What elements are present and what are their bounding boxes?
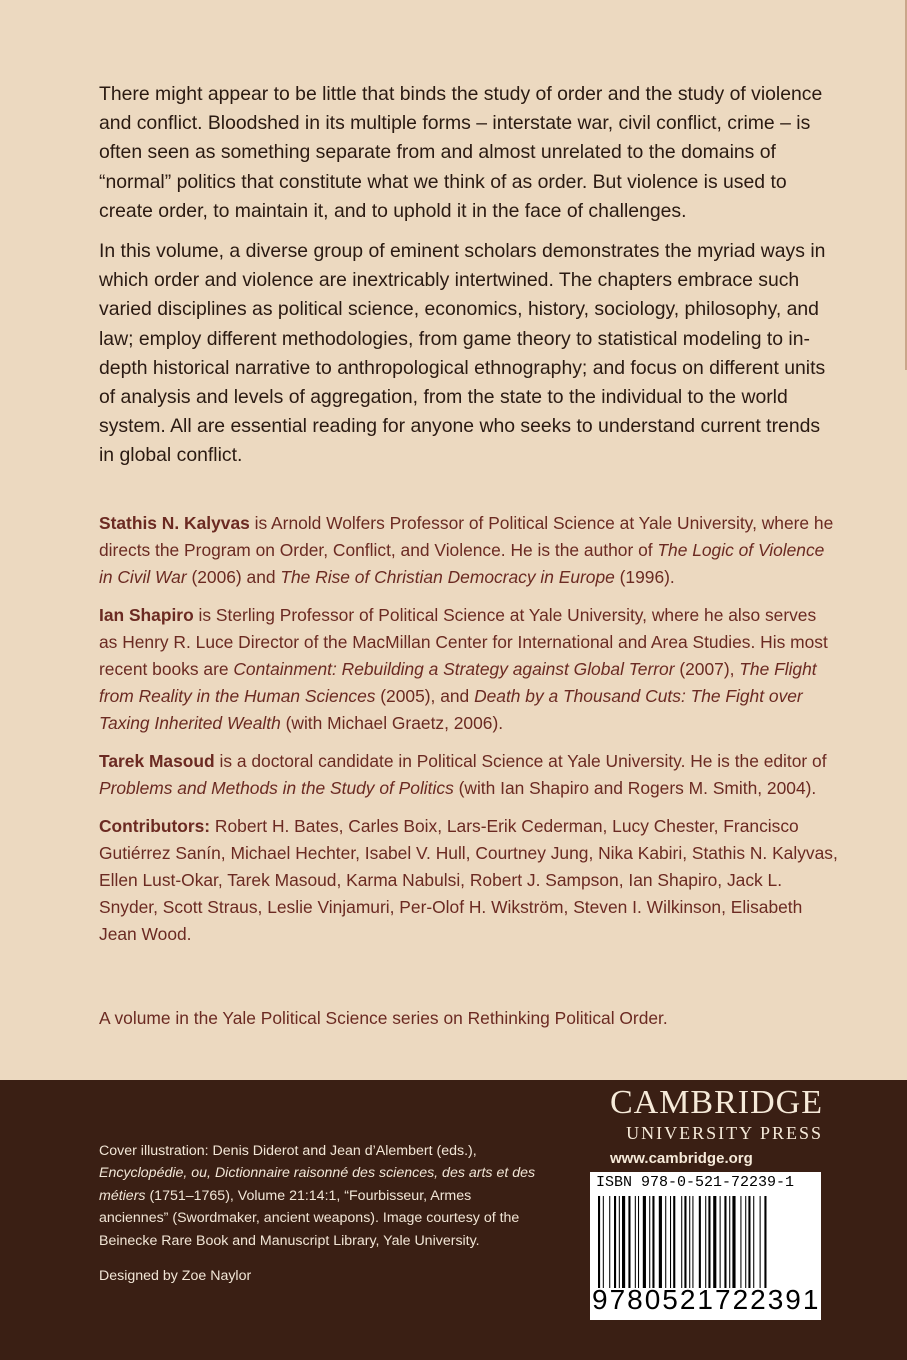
barcode-bar xyxy=(720,1196,721,1288)
barcode-bar xyxy=(681,1196,682,1288)
barcode-bar xyxy=(760,1196,761,1288)
bio-name: Stathis N. Kalyvas xyxy=(99,513,250,533)
barcode-bar xyxy=(708,1196,710,1288)
isbn-text: ISBN 978-0-521-72239-1 xyxy=(596,1174,795,1191)
bio-text: is Sterling Professor of Political Science at Yale University, where he also serves as Henry R. Luce Director of the MacMillan Center for International and Area Studies. His most recent books are xyxy=(99,605,828,679)
contributors xyxy=(99,813,839,948)
back-cover-footer xyxy=(0,1080,907,1360)
book-title: Problems and Methods in the Study of Politics xyxy=(99,778,454,798)
isbn-barcode xyxy=(590,1172,821,1320)
barcode-bar xyxy=(622,1196,625,1288)
blurb-paragraph-2: In this volume, a diverse group of eminent scholars demonstrates the myriad ways in which order and violence are inextricably intertwined. The chapters embrace such varied disciplines as political science, economics, history, sociology, philosophy, and law; employ different methodologies, from game theory to statistical modeling to in-depth historical narrative to anthropological ethnography; and focus on different units of analysis and levels of aggregation, from the state to the individual to the world system. All are essential reading for anyone who seeks to understand current trends in global conflict. xyxy=(99,240,826,467)
barcode-bar xyxy=(598,1196,600,1288)
bio-text: (with Ian Shapiro and Rogers M. Smith, 2004). xyxy=(453,778,817,798)
book-title: The Rise of Christian Democracy in Europe xyxy=(280,567,615,587)
barcode-bar xyxy=(684,1196,686,1288)
publisher-url[interactable]: www.cambridge.org xyxy=(609,1150,753,1167)
contributors-label: Contributors: xyxy=(99,816,211,836)
bio-kalyvas xyxy=(99,510,839,591)
series-note: A volume in the Yale Political Science series on Rethinking Political Order. xyxy=(99,1008,668,1028)
publisher-name: CAMBRIDGE xyxy=(609,1084,823,1121)
publisher-logo xyxy=(610,1084,823,1167)
credit-text: Cover illustration: Denis Diderot and Jean d’Alembert (eds.), xyxy=(99,1143,477,1159)
barcode-bar xyxy=(628,1196,630,1288)
barcode-bar xyxy=(635,1196,636,1288)
book-title: Containment: Rebuilding a Strategy against Global Terror xyxy=(233,659,675,679)
barcode-bar xyxy=(603,1196,604,1288)
barcode-bar xyxy=(665,1196,666,1288)
book-title: The Logic of Violence in Civil War xyxy=(99,540,825,587)
bio-text: (1996). xyxy=(614,567,675,587)
blurb-paragraph-1: There might appear to be little that binds the study of order and the study of violence and conflict. Bloodshed in its multiple forms – interstate war, civil conflict, crime – is often seen as something separate from and almost unrelated to the domains of “normal” politics that constitute what we think of as order. But violence is used to create order, to maintain it, and to uphold it in the face of challenges. xyxy=(99,83,823,222)
publisher-subname: UNIVERSITY PRESS xyxy=(626,1123,823,1143)
barcode-bar xyxy=(699,1196,701,1288)
bio-masoud xyxy=(99,748,839,802)
barcode-bar xyxy=(764,1196,766,1288)
barcode-bar xyxy=(748,1196,750,1288)
bio-name: Ian Shapiro xyxy=(99,605,194,625)
barcode-bar xyxy=(732,1196,735,1288)
book-title: The Flight from Reality in the Human Sciences xyxy=(99,659,817,706)
barcode-bar xyxy=(705,1196,706,1288)
designer-credit: Designed by Zoe Naylor xyxy=(99,1268,252,1284)
barcode-bar xyxy=(643,1196,646,1288)
barcode-digits: 9780521722391 xyxy=(592,1284,821,1315)
bio-text: (2006) and xyxy=(186,567,281,587)
barcode-bar xyxy=(652,1196,654,1288)
bio-text: is a doctoral candidate in Political Science at Yale University. He is the editor of xyxy=(214,751,827,771)
barcode-bar xyxy=(745,1196,746,1288)
barcode-bar xyxy=(619,1196,620,1288)
barcode-bar xyxy=(638,1196,639,1288)
bio-text: (2005), and xyxy=(375,686,475,706)
book-title: Death by a Thousand Cuts: The Fight over Taxing Inherited Wealth xyxy=(99,686,803,733)
bio-shapiro xyxy=(99,602,839,737)
bio-text: (with Michael Graetz, 2006). xyxy=(280,713,504,733)
bio-text: is Arnold Wolfers Professor of Political Science at Yale University, where he directs the Program on Order, Conflict, and Violence. He is the author of xyxy=(99,513,834,560)
barcode-bar xyxy=(753,1196,754,1288)
contributors-list: Robert H. Bates, Carles Boix, Lars-Erik Cederman, Lucy Chester, Francisco Gutiérrez Sanín, Michael Hechter, Isabel V. Hull, Courtney Jung, Nika Kabiri, Stathis N. Kalyvas, Ellen Lust-Okar, Tarek Masoud, Karma Nabulsi, Robert J. Sampson, Ian Shapiro, Jack L. Snyder, Scott Straus, Leslie Vinjamuri, Per-Olof H. Wikström, Steven I. Wilkinson, Elisabeth Jean Wood. xyxy=(99,816,838,944)
credit-text: (1751–1765), Volume 21:14:1, “Fourbisseur, Armes anciennes” (Swordmaker, ancient weapons). Image courtesy of the Beinecke Rare Book and Manuscript Library, Yale University. xyxy=(99,1187,520,1249)
bio-text: (2007), xyxy=(674,659,740,679)
blurb xyxy=(99,80,839,482)
bio-name: Tarek Masoud xyxy=(99,751,215,771)
barcode-bar xyxy=(713,1196,716,1288)
barcode-bar xyxy=(724,1196,726,1288)
barcode-bar xyxy=(659,1196,662,1288)
barcode-bar xyxy=(670,1196,671,1288)
credit-title: Encyclopédie, ou, Dictionnaire raisonné des sciences, des arts et des métiers xyxy=(99,1165,536,1204)
author-bios xyxy=(99,510,839,959)
barcode-bar xyxy=(692,1196,693,1288)
barcode-bar xyxy=(649,1196,650,1288)
barcode-bar xyxy=(614,1196,616,1288)
barcode-bar xyxy=(609,1196,610,1288)
barcode-bar xyxy=(689,1196,690,1288)
barcode-bars xyxy=(598,1196,813,1288)
barcode-bar xyxy=(729,1196,730,1288)
barcode-bar xyxy=(740,1196,741,1288)
cover-credit xyxy=(99,1140,539,1252)
barcode-bar xyxy=(673,1196,675,1288)
